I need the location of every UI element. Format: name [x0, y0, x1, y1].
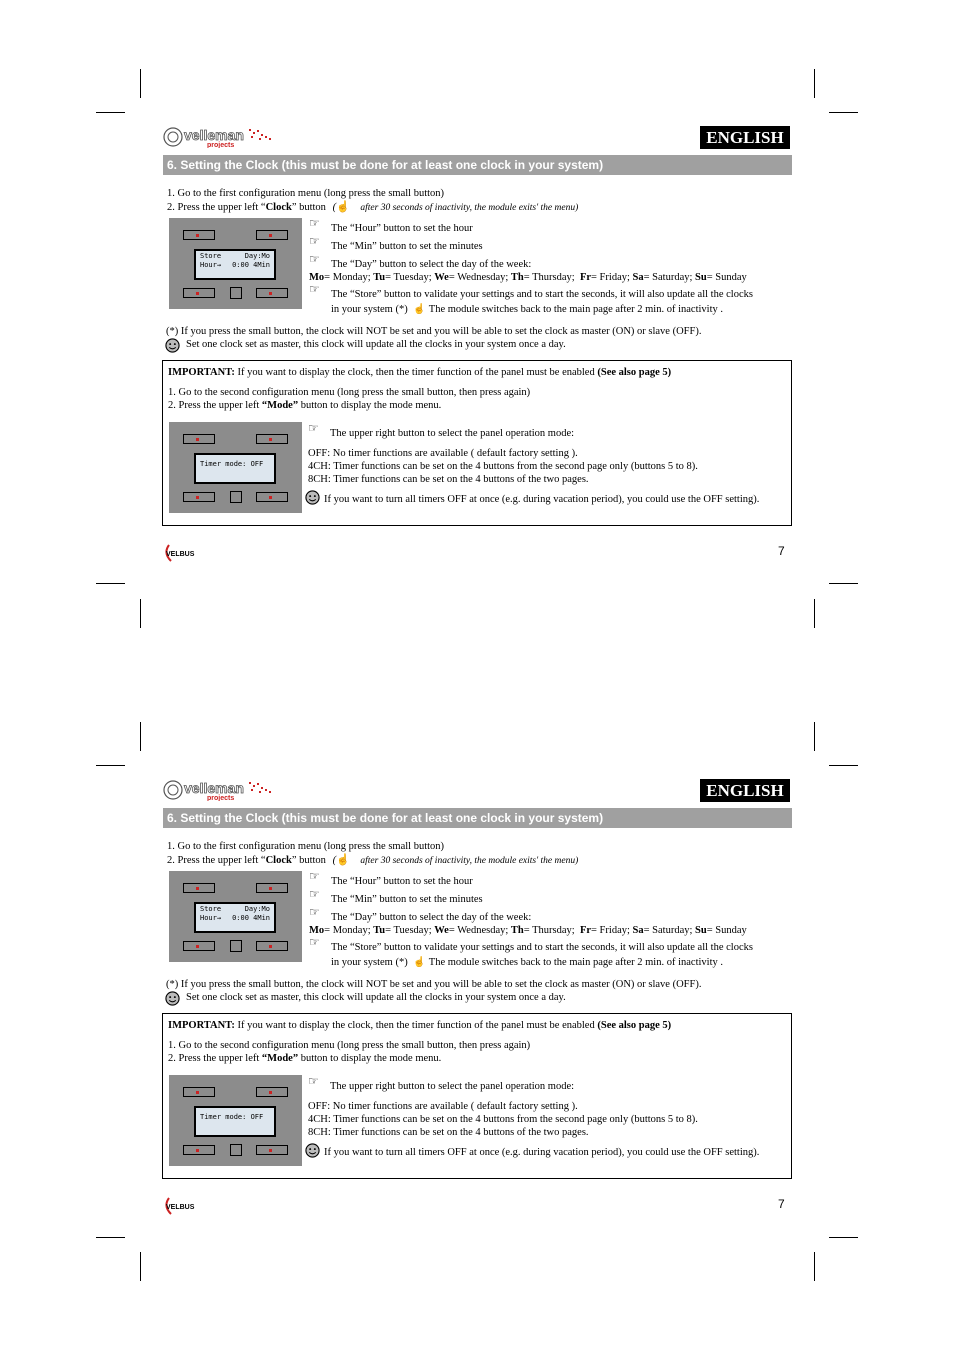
step-2: 2. Press the upper left “Clock” button (☝ after 30 seconds of inactivity, the module exits' the menu)	[167, 854, 579, 866]
panel-button-mode	[183, 1087, 215, 1097]
hint-mode: The upper right button to select the panel operation mode:	[330, 428, 575, 439]
pointing-hand-icon: ☞	[309, 282, 320, 296]
day-name: = Monday;	[324, 925, 374, 936]
day-name: = Sunday	[706, 925, 747, 936]
master-note: Set one clock set as master, this clock will update all the clocks in your system once a day.	[186, 992, 566, 1003]
panel-button-upper-right	[256, 1087, 288, 1097]
lcd-display: Store Day:Mo Hour→ 0:00 4Min	[194, 249, 276, 280]
day-name: = Saturday;	[643, 272, 696, 283]
day-abbr: Sa	[632, 925, 644, 936]
panel-button-day	[183, 941, 215, 951]
hint-hour: The “Hour” button to set the hour	[331, 876, 473, 887]
svg-text:velleman: velleman	[184, 127, 244, 143]
day-abbreviations	[309, 271, 747, 284]
panel-button-day	[183, 288, 215, 298]
pointing-hand-icon: ☞	[309, 935, 320, 949]
mode-step-2: 2. Press the upper left “Mode” button to display the mode menu.	[168, 400, 442, 411]
panel-button	[256, 1145, 288, 1155]
day-abbr: Su	[695, 925, 707, 936]
panel-button	[256, 492, 288, 502]
step-1: 1. Go to the first configuration menu (long press the small button)	[167, 188, 445, 199]
panel-button-upper-right	[256, 434, 288, 444]
day-abbr: Fr	[579, 272, 592, 283]
svg-text:projects: projects	[207, 142, 235, 148]
mode-off: OFF: No timer functions are available ( default factory setting ).	[308, 1101, 578, 1112]
day-abbreviations	[309, 924, 747, 937]
page-number: 7	[778, 1197, 785, 1211]
clock-panel-image	[169, 218, 302, 309]
velleman-logo	[163, 126, 275, 148]
manual-page	[0, 766, 954, 1326]
panel-button-hour	[183, 883, 215, 893]
day-name: = Wednesday;	[448, 925, 511, 936]
important-box	[162, 1013, 792, 1179]
day-name: = Tuesday;	[385, 272, 435, 283]
panel-small-button	[230, 491, 242, 503]
day-abbr: Sa	[632, 272, 644, 283]
smiley-icon	[305, 1143, 320, 1158]
mode-8ch: 8CH: Timer functions can be set on the 4 buttons of the two pages.	[308, 1127, 589, 1138]
pointing-hand-icon: ☞	[309, 869, 320, 883]
panel-button	[183, 1145, 215, 1155]
panel-button-min	[256, 230, 288, 240]
day-abbr: Mo	[309, 272, 325, 283]
mode-4ch: 4CH: Timer functions can be set on the 4 buttons from the second page only (buttons 5 to 8).	[308, 461, 698, 472]
lcd-display: Timer mode: OFF	[194, 453, 276, 484]
smiley-icon	[305, 490, 320, 505]
panel-button-mode	[183, 434, 215, 444]
day-name: = Monday;	[324, 272, 374, 283]
panel-small-button	[230, 940, 242, 952]
velbus-logo	[163, 543, 203, 563]
pointing-hand-icon: ☞	[309, 252, 320, 266]
important-text: IMPORTANT: If you want to display the clock, then the timer function of the panel must be enabled (See also page 5)	[168, 367, 672, 378]
hint-store-cont: in your system (*) ☝ The module switches back to the main page after 2 min. of inactivity .	[331, 957, 723, 968]
panel-button-store	[256, 941, 288, 951]
day-abbr: Tu	[373, 272, 386, 283]
footnote: (*) If you press the small button, the clock will NOT be set and you will be able to set the clock as master (ON) or slave (OFF).	[166, 326, 702, 337]
language-label: ENGLISH	[700, 779, 790, 802]
day-abbr: Th	[510, 272, 524, 283]
crop-mark	[814, 722, 815, 751]
panel-button-store	[256, 288, 288, 298]
lcd-display: Store Day:Mo Hour→ 0:00 4Min	[194, 902, 276, 933]
master-note: Set one clock set as master, this clock will update all the clocks in your system once a day.	[186, 339, 566, 350]
mode-step-1: 1. Go to the second configuration menu (long press the small button, then press again)	[168, 387, 531, 398]
day-abbr: We	[434, 272, 449, 283]
day-name: = Friday;	[591, 272, 633, 283]
hint-hour: The “Hour” button to set the hour	[331, 223, 473, 234]
day-abbr: Fr	[579, 925, 592, 936]
svg-text:VELBUS: VELBUS	[166, 1204, 195, 1211]
hint-min: The “Min” button to set the minutes	[331, 894, 483, 905]
section-title: 6. Setting the Clock (this must be done for at least one clock in your system)	[163, 808, 792, 828]
page-number: 7	[778, 544, 785, 558]
day-name: = Tuesday;	[385, 925, 435, 936]
hint-store: The “Store” button to validate your settings and to start the seconds, it will also update all the clocks	[331, 289, 753, 300]
pointing-hand-icon: ☞	[309, 216, 320, 230]
velbus-logo	[163, 1196, 203, 1216]
crop-mark	[140, 722, 141, 751]
svg-text:velleman: velleman	[184, 780, 244, 796]
footnote: (*) If you press the small button, the clock will NOT be set and you will be able to set the clock as master (ON) or slave (OFF).	[166, 979, 702, 990]
finger-icon: ☝	[413, 957, 426, 968]
hint-store: The “Store” button to validate your settings and to start the seconds, it will also update all the clocks	[331, 942, 753, 953]
day-name: = Thursday;	[523, 925, 580, 936]
manual-page	[0, 113, 954, 673]
day-abbr: Tu	[373, 925, 386, 936]
pointing-hand-icon: ☞	[308, 421, 319, 435]
pointing-hand-icon: ☞	[308, 1074, 319, 1088]
mode-panel-image	[169, 422, 302, 513]
vacation-note: If you want to turn all timers OFF at once (e.g. during vacation period), you could use the OFF setting).	[324, 1147, 760, 1158]
hint-store-cont: in your system (*) ☝ The module switches back to the main page after 2 min. of inactivity .	[331, 304, 723, 315]
svg-text:projects: projects	[207, 795, 235, 801]
panel-small-button	[230, 1144, 242, 1156]
pointing-hand-icon: ☞	[309, 234, 320, 248]
hint-min: The “Min” button to set the minutes	[331, 241, 483, 252]
mode-off: OFF: No timer functions are available ( default factory setting ).	[308, 448, 578, 459]
day-abbr: Mo	[309, 925, 325, 936]
day-name: = Thursday;	[523, 272, 580, 283]
vacation-note: If you want to turn all timers OFF at once (e.g. during vacation period), you could use the OFF setting).	[324, 494, 760, 505]
day-abbr: Su	[695, 272, 707, 283]
pointing-hand-icon: ☞	[309, 887, 320, 901]
mode-step-2: 2. Press the upper left “Mode” button to display the mode menu.	[168, 1053, 442, 1064]
mode-8ch: 8CH: Timer functions can be set on the 4 buttons of the two pages.	[308, 474, 589, 485]
clock-panel-image	[169, 871, 302, 962]
section-title: 6. Setting the Clock (this must be done for at least one clock in your system)	[163, 155, 792, 175]
day-name: = Friday;	[591, 925, 633, 936]
mode-panel-image	[169, 1075, 302, 1166]
smiley-icon	[165, 338, 180, 353]
mode-step-1: 1. Go to the second configuration menu (long press the small button, then press again)	[168, 1040, 531, 1051]
step-2: 2. Press the upper left “Clock” button (☝ after 30 seconds of inactivity, the module exits' the menu)	[167, 201, 579, 213]
day-name: = Wednesday;	[448, 272, 511, 283]
finger-icon: ☝	[413, 304, 426, 315]
crop-mark	[814, 69, 815, 98]
day-abbr: We	[434, 925, 449, 936]
panel-button-min	[256, 883, 288, 893]
panel-small-button	[230, 287, 242, 299]
panel-button-hour	[183, 230, 215, 240]
hint-day: The “Day” button to select the day of the week:	[331, 912, 532, 923]
important-box	[162, 360, 792, 526]
hint-day: The “Day” button to select the day of the week:	[331, 259, 532, 270]
crop-mark	[140, 69, 141, 98]
finger-icon: ☝	[336, 201, 350, 213]
panel-button	[183, 492, 215, 502]
day-abbr: Th	[510, 925, 524, 936]
step-1: 1. Go to the first configuration menu (long press the small button)	[167, 841, 445, 852]
day-name: = Sunday	[706, 272, 747, 283]
important-text: IMPORTANT: If you want to display the clock, then the timer function of the panel must be enabled (See also page 5)	[168, 1020, 672, 1031]
smiley-icon	[165, 991, 180, 1006]
hint-mode: The upper right button to select the panel operation mode:	[330, 1081, 575, 1092]
velleman-logo	[163, 779, 275, 801]
language-label: ENGLISH	[700, 126, 790, 149]
svg-text:VELBUS: VELBUS	[166, 551, 195, 558]
pointing-hand-icon: ☞	[309, 905, 320, 919]
day-name: = Saturday;	[643, 925, 696, 936]
lcd-display: Timer mode: OFF	[194, 1106, 276, 1137]
mode-4ch: 4CH: Timer functions can be set on the 4 buttons from the second page only (buttons 5 to 8).	[308, 1114, 698, 1125]
finger-icon: ☝	[336, 854, 350, 866]
